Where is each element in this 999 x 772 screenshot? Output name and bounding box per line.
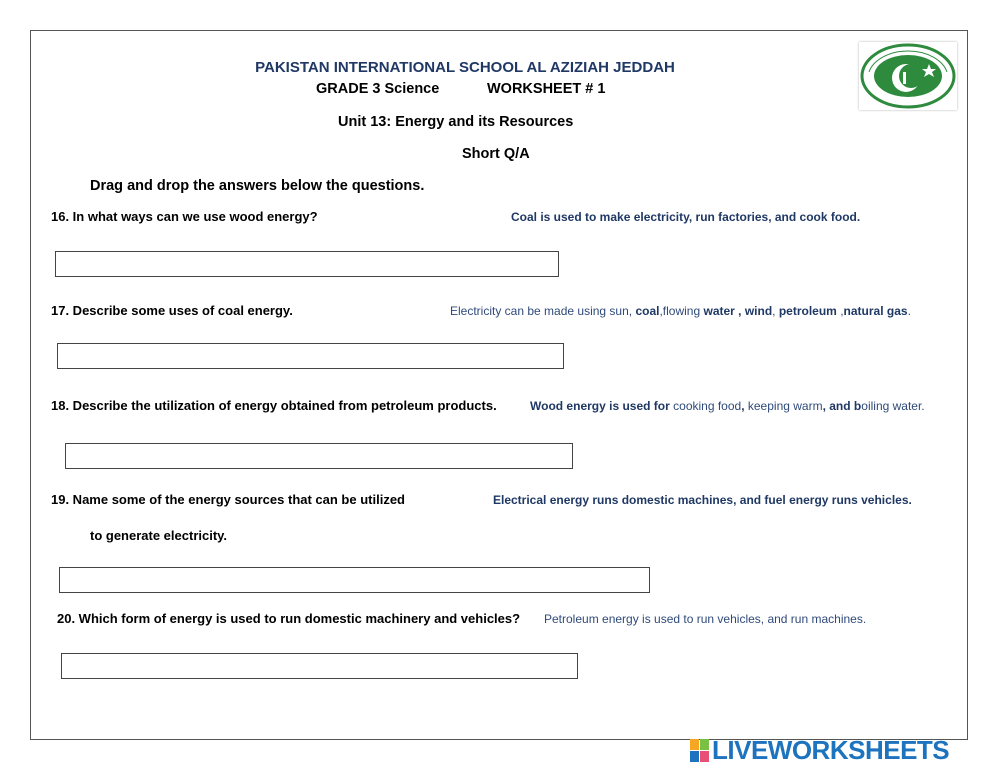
answer-part: . <box>907 304 911 318</box>
question-19: 19. Name some of the energy sources that can be utilized <box>51 492 405 507</box>
question-19-continued: to generate electricity. <box>90 528 228 543</box>
liveworksheets-wordmark: LIVEWORKSHEETS <box>712 734 950 765</box>
question-16: 16. In what ways can we use wood energy? <box>51 209 318 224</box>
liveworksheets-icon <box>690 739 709 762</box>
school-logo <box>859 42 957 110</box>
unit-title: Unit 13: Energy and its Resources <box>338 114 574 130</box>
answer-drop-box-18[interactable] <box>65 443 573 469</box>
liveworksheets-logo <box>690 733 949 767</box>
answer-part: petroleum <box>778 304 837 318</box>
answer-part: , and b <box>822 399 862 413</box>
answer-part: natural gas <box>843 304 908 318</box>
answer-part: oiling water. <box>861 399 925 413</box>
answer-part: , <box>836 304 844 318</box>
answer-chip-electrical[interactable] <box>493 493 912 507</box>
grade-label: GRADE 3 Science <box>316 81 440 97</box>
answer-drop-box-17[interactable] <box>57 343 564 369</box>
school-name: PAKISTAN INTERNATIONAL SCHOOL AL AZIZIAH JEDDAH <box>255 59 675 76</box>
answer-chip-electrical-text: Electrical energy runs domestic machines, and fuel energy runs vehicles. <box>493 493 912 507</box>
answer-chip-petroleum-text: Petroleum energy is used to run vehicles, and run machines. <box>544 612 867 626</box>
answer-part: keeping warm <box>744 399 823 413</box>
answer-part: , <box>772 304 779 318</box>
answer-part: coal <box>635 304 660 318</box>
answer-part: , <box>741 399 745 413</box>
question-18: 18. Describe the utilization of energy obtained from petroleum products. <box>51 398 497 413</box>
answer-drop-box-19[interactable] <box>59 567 650 593</box>
section-title: Short Q/A <box>462 146 530 162</box>
answer-part: water , wind <box>703 304 773 318</box>
answer-part: cooking food <box>669 399 742 413</box>
answer-chip-coal[interactable] <box>511 210 860 224</box>
answer-part: Electricity can be made using sun, <box>450 304 636 318</box>
instructions: Drag and drop the answers below the questions. <box>90 178 425 194</box>
answer-part: Wood energy is used for <box>530 399 670 413</box>
worksheet-page <box>30 30 968 740</box>
answer-chip-electricity[interactable] <box>450 304 911 318</box>
question-17: 17. Describe some uses of coal energy. <box>51 303 293 318</box>
school-logo-icon <box>859 42 957 110</box>
question-20: 20. Which form of energy is used to run domestic machinery and vehicles? <box>57 611 521 626</box>
answer-chip-petroleum[interactable] <box>544 612 866 626</box>
worksheet-number: WORKSHEET # 1 <box>487 81 606 97</box>
answer-chip-wood[interactable] <box>530 399 925 413</box>
answer-part: ,flowing <box>659 304 704 318</box>
answer-drop-box-16[interactable] <box>55 251 559 277</box>
answer-chip-coal-text: Coal is used to make electricity, run factories, and cook food. <box>511 210 861 224</box>
answer-drop-box-20[interactable] <box>61 653 578 679</box>
